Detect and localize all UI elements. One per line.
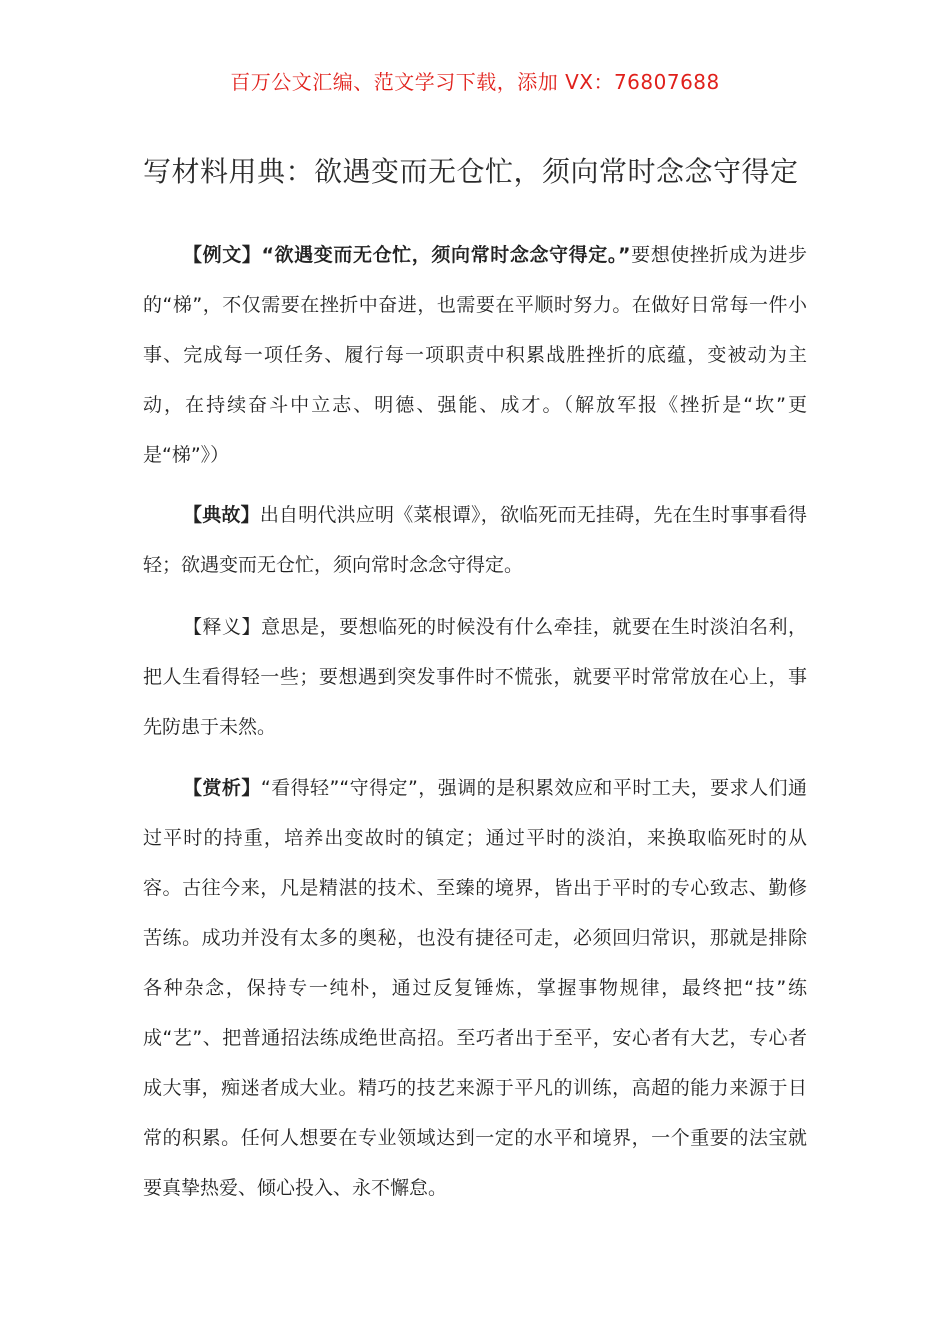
example-label: 【例文】: [183, 244, 262, 266]
header-banner: 百万公文汇编、范文学习下载，添加 VX：76807688: [230, 70, 720, 94]
analysis-label: 【赏析】: [183, 777, 261, 799]
meaning-label: 【释义】: [183, 616, 262, 638]
meaning-text: 意思是，要想临死的时候没有什么牵挂，就要在生时淡泊名利，把人生看得轻一些；要想遇到突发事件时不慌张，就要平时常常放在心上，事先防患于未然。: [143, 616, 807, 738]
origin-text: 出自明代洪应明《菜根谭》，欲临死而无挂碍，先在生时事事看得轻；欲遇变而无仓忙，须向常时念念守得定。: [143, 504, 807, 576]
analysis-text: “看得轻”“守得定”，强调的是积累效应和平时工夫，要求人们通过平时的持重，培养出变故时的镇定；通过平时的淡泊，来换取临死时的从容。古往今来，凡是精湛的技术、至臻的境界，皆出于平时的专心致志、勤修苦练。成功并没有太多的奥秘，也没有捷径可走，必须回归常识，那就是排除各种杂念，保持专一纯朴，通过反复锤炼，掌握事物规律，最终把“技”练成“艺”、把普通招法练成绝世高招。至巧者出于至平，安心者有大艺，专心者成大事，痴迷者成大业。精巧的技艺来源于平凡的训练，高超的能力来源于日常的积累。任何人想要在专业领域达到一定的水平和境界，一个重要的法宝就要真挚热爱、倾心投入、永不懈怠。: [143, 777, 807, 1199]
example-paragraph: [143, 230, 807, 480]
origin-paragraph: [143, 490, 807, 590]
example-quote: “欲遇变而无仓忙，须向常时念念守得定。”: [261, 244, 631, 266]
meaning-paragraph: [143, 602, 807, 752]
document-title: 写材料用典：欲遇变而无仓忙，须向常时念念守得定: [143, 155, 799, 188]
origin-label: 【典故】: [183, 504, 260, 526]
analysis-paragraph: [143, 763, 807, 1213]
example-text: 要想使挫折成为进步的“梯”，不仅需要在挫折中奋进，也需要在平顺时努力。在做好日常每一件小事、完成每一项任务、履行每一项职责中积累战胜挫折的底蕴，变被动为主动，在持续奋斗中立志、明德、强能、成才。（解放军报《挫折是“坎”更是“梯”》）: [143, 244, 807, 466]
